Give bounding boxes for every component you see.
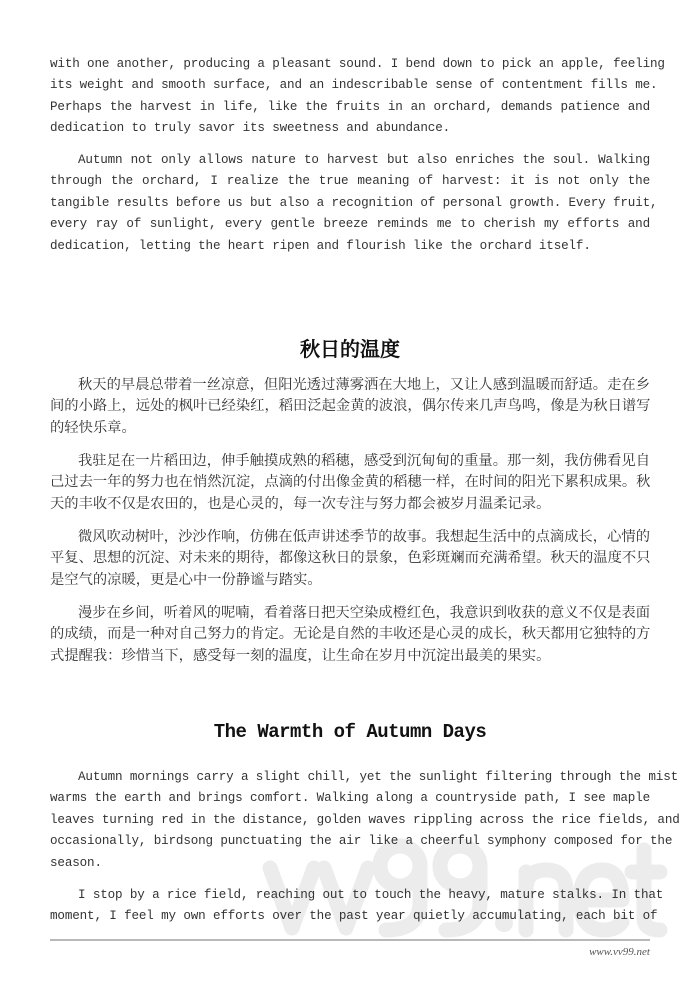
text-line: through the orchard, I realize the true meaning of harvest: it is not only the <box>50 174 650 189</box>
text-line: 间的小路上，远处的枫叶已经染红，稻田泛起金黄的波浪，偶尔传来几声鸟鸣，像是为秋日谱写 <box>50 398 651 415</box>
text-line: Autumn mornings carry a slight chill, yet the sunlight filtering through the mist <box>78 770 679 784</box>
text-line: moment, I feel my own efforts over the past year quietly accumulating, each bit of <box>50 909 658 924</box>
text-line: 天的丰收不仅是农田的，也是心灵的，每一次专注与努力都会被岁月温柔记录。 <box>50 495 551 512</box>
paragraph <box>50 54 665 140</box>
text-line: 秋天的早晨总带着一丝凉意，但阳光透过薄雾洒在大地上，又让人感到温暖而舒适。走在乡 <box>78 377 650 393</box>
paragraph <box>50 767 680 874</box>
text-line: tangible results before us but also a recognition of personal growth. Every fruit, <box>50 195 658 210</box>
paragraph <box>50 451 650 515</box>
text-line: 己过去一年的努力也在悄然沉淀，点滴的付出像金黄的稻穗一样，在时间的阳光下累积成果。秋 <box>50 474 651 491</box>
text-line: 漫步在乡间，听着风的呢喃，看着落日把天空染成橙红色，我意识到收获的意义不仅是表面 <box>78 605 650 621</box>
footer-url: www.vv99.net <box>589 946 650 958</box>
text-line: 微风吹动树叶，沙沙作响，仿佛在低声讲述季节的故事。我想起生活中的点滴成长，心情的 <box>78 529 650 545</box>
paragraph <box>50 885 664 928</box>
text-line: Perhaps the harvest in life, like the fruits in an orchard, demands patience and <box>50 99 650 114</box>
text-line: 式提醒我：珍惜当下，感受每一刻的温度，让生命在岁月中沉淀出最美的果实。 <box>50 647 551 664</box>
text-line: its weight and smooth surface, and an indescribable sense of contentment fills me. <box>50 78 658 93</box>
paragraph <box>50 375 650 439</box>
paragraph <box>50 527 650 591</box>
text-line: leaves turning red in the distance, golden waves rippling across the rice fields, and <box>50 812 680 827</box>
text-line: with one another, producing a pleasant sound. I bend down to pick an apple, feeling <box>50 57 665 71</box>
text-line: season. <box>50 855 102 870</box>
text-line: 的轻快乐章。 <box>50 419 136 436</box>
text-line: 的成绩，而是一种对自己努力的肯定。无论是自然的丰收还是心灵的成长，秋天都用它独特的方 <box>50 626 651 643</box>
text-line: every ray of sunlight, every gentle breeze reminds me to cherish my efforts and <box>50 217 650 232</box>
text-line: 平复、思想的沉淀、对未来的期待，都像这秋日的景象，色彩斑斓而充满希望。秋天的温度不只 <box>50 550 651 567</box>
text-line: warms the earth and brings comfort. Walking along a countryside path, I see maple <box>50 791 651 806</box>
text-line: occasionally, birdsong punctuating the air like a cheerful symphony composed for the <box>50 834 673 849</box>
text-line: I stop by a rice field, reaching out to touch the heavy, mature stalks. In that <box>78 888 664 902</box>
text-line: dedication to truly savor its sweetness and abundance. <box>50 121 451 136</box>
text-line: 是空气的凉暖，更是心中一份静谧与踏实。 <box>50 571 322 588</box>
paragraph <box>50 603 650 667</box>
text-line: Autumn not only allows nature to harvest but also enriches the soul. Walking <box>78 153 650 167</box>
section-title-chinese: 秋日的温度 <box>300 337 400 361</box>
paragraph <box>50 150 658 257</box>
section-title-english: The Warmth of Autumn Days <box>213 721 487 743</box>
text-line: dedication, letting the heart ripen and flourish like the orchard itself. <box>50 238 591 253</box>
footer-divider <box>50 939 650 941</box>
text-line: 我驻足在一片稻田边，伸手触摸成熟的稻穗，感受到沉甸甸的重量。那一刻，我仿佛看见自 <box>78 453 650 469</box>
